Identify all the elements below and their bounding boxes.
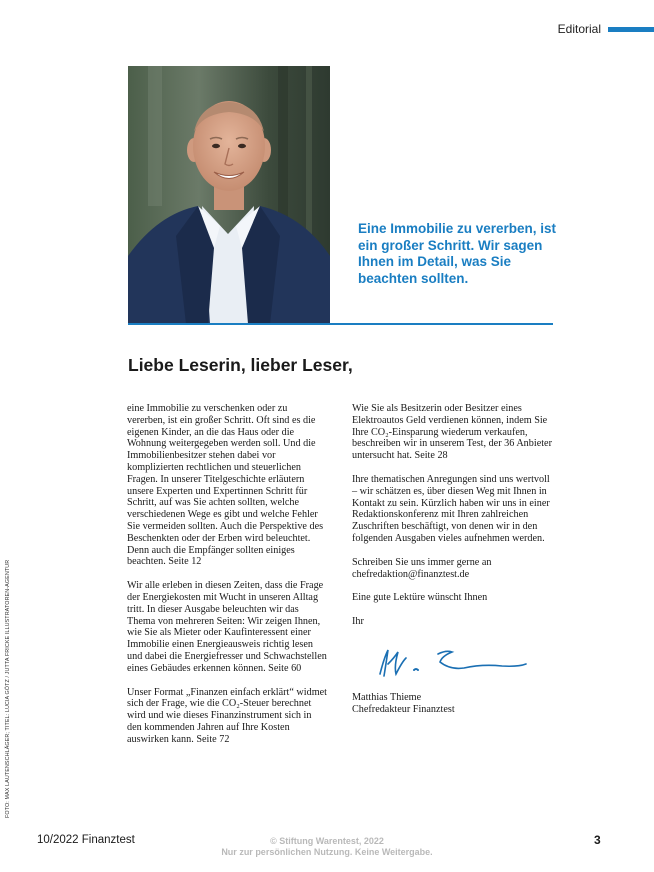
copyright-line: © Stiftung Warentest, 2022 [270,836,384,846]
usage-notice: Nur zur persönlichen Nutzung. Keine Weitergabe. [221,847,433,857]
signoff-role: Chefredakteur Finanztest [352,703,455,715]
body-column-left [127,403,327,758]
handwritten-signature [372,640,532,686]
editor-portrait-illustration [128,66,330,324]
body-paragraph: Schreiben Sie uns immer gerne an chefredaktion@finanztest.de [352,556,492,580]
section-tag [558,22,654,36]
headline: Liebe Leserin, lieber Leser, [128,355,353,375]
closing-word: Ihr [352,616,364,628]
section-accent-bar [608,27,654,32]
body-paragraph: Eine gute Lektüre wünscht Ihnen [352,592,488,604]
pull-quote: Eine Immobilie zu vererben, ist ein großer Schritt. Wir sagen Ihnen im Detail, was Sie beachten sollten. [358,221,557,286]
issue-label: 10/2022 Finanztest [37,834,135,846]
signoff-name: Matthias Thieme [352,691,422,703]
body-paragraph: eine Immobilie zu verschenken oder zu vererben, ist ein großer Schritt. Oft sind es die eigenen Kinder, an die das Haus oder die Wohnung weitergegeben werden soll. Und die Immobilienbesitzer stehen dabei vor komplizierten rechtlichen und steuerlichen Fragen. In unserer Titelgeschichte erläutern unsere Experten und Expertinnen Schritt für Schritt, auf was Sie achten sollten, welche verschiedenen Wege es gibt und welche Fehler Sie vermeiden sollten. Auch die Perspektive des Beschenkten oder der Erben wird beleuchtet. Denn auch die Empfänger sollten einiges beachten. Seite 12 [127,403,324,568]
photo-credit: FOTO: MAX LAUTENSCHLÄGER; TITEL: LUCIA GÖTZ / JUTTA FRICKE ILLUSTRATOREN-AGENTUR [5,559,11,818]
body-paragraph: Wie Sie als Besitzerin oder Besitzer eines Elektroautos Geld verdienen können, indem Sie Ihre CO₂-Einsparung wiederum verkaufen, beschreiben wir in unserem Test, der 36 Anbieter untersucht hat. Seite 28 [352,403,552,462]
copyright-notice [0,836,654,858]
quote-divider-rule [128,323,553,325]
page-number: 3 [594,833,601,847]
section-label: Editorial [557,22,601,36]
body-paragraph: Wir alle erleben in diesen Zeiten, dass die Frage der Energiekosten mit Wucht in unseren Alltag tritt. In dieser Ausgabe beleuchten wir das Thema von mehreren Seiten: Wir zeigen Ihnen, wie Sie als Mieter oder Kaufinteressent einer Immobilie einen Energieausweis richtig lesen und dabei die Energiefresser und Schwachstellen eines Gebäudes erkennen können. Seite 60 [127,580,327,674]
body-paragraph: Ihre thematischen Anregungen sind uns wertvoll – wir schätzen es, über diesen Weg mit Ihnen in Kontakt zu sein. Kürzlich haben wir uns in einer Redaktionskonferenz mit Ihren zahlreichen Zuschriften beschäftigt, von denen wir in den folgenden Ausgaben vieles aufnehmen werden. [352,473,550,544]
editor-portrait [128,66,330,324]
body-paragraph: Unser Format „Finanzen einfach erklärt“ widmet sich der Frage, wie die CO₂-Steuer berechnet wird und wie dieses Finanzinstrument sich in den kommenden Jahren auf Ihre Kosten auswirken kann. Seite 72 [127,686,327,745]
body-column-right [352,403,552,716]
